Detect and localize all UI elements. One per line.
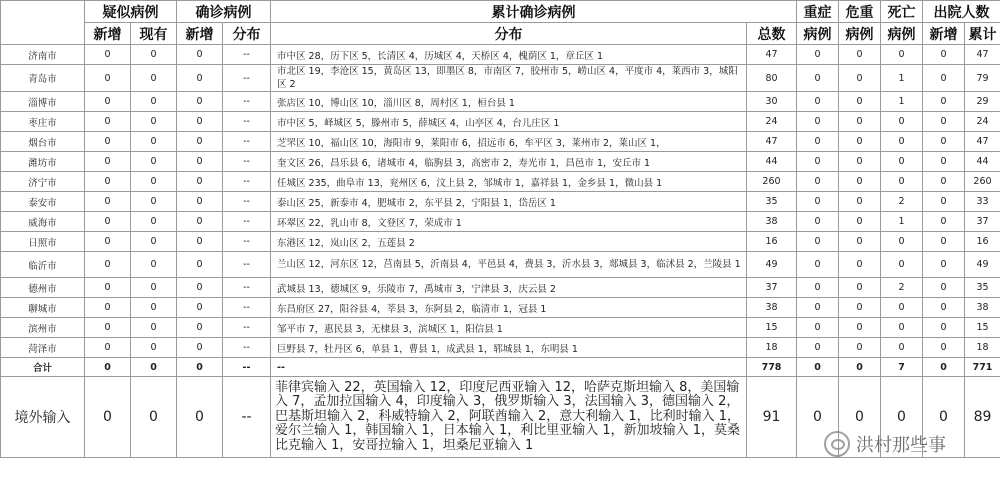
death-cell: 0 [881, 252, 923, 278]
severe-cell: 0 [797, 338, 839, 358]
confirmed-new-cell: 0 [177, 298, 223, 318]
critical-cell: 0 [839, 318, 881, 338]
table-row [1, 152, 1000, 172]
confirmed-new-cell: 0 [177, 112, 223, 132]
discharged-cum-cell: 38 [965, 298, 1000, 318]
distribution-cell: 芝罘区 10，福山区 10，海阳市 9，莱阳市 6，招远市 6，牟平区 3，莱州市 2，莱山区 1， [271, 132, 747, 152]
discharged-cum-cell: 47 [965, 132, 1000, 152]
header-severe-bottom: 病例 [797, 23, 839, 45]
discharged-new-cell: 0 [923, 152, 965, 172]
suspected-existing-cell: 0 [131, 358, 177, 377]
suspected-new-cell: 0 [85, 65, 131, 92]
confirmed-dist-cell: -- [223, 232, 271, 252]
suspected-existing-cell: 0 [131, 232, 177, 252]
total-cell: 24 [747, 112, 797, 132]
confirmed-new-cell: 0 [177, 232, 223, 252]
suspected-new-cell: 0 [85, 318, 131, 338]
city-cell: 淄博市 [1, 92, 85, 112]
table-row [1, 318, 1000, 338]
city-cell: 威海市 [1, 212, 85, 232]
suspected-new-cell: 0 [85, 338, 131, 358]
confirmed-new-cell: 0 [177, 338, 223, 358]
discharged-new-cell: 0 [923, 338, 965, 358]
severe-cell: 0 [797, 112, 839, 132]
discharged-new-cell: 0 [923, 232, 965, 252]
discharged-cum-cell: 15 [965, 318, 1000, 338]
death-cell: 1 [881, 65, 923, 92]
suspected-new-cell: 0 [85, 112, 131, 132]
confirmed-dist-cell: -- [223, 192, 271, 212]
total-cell: 91 [747, 377, 797, 458]
confirmed-dist-cell: -- [223, 45, 271, 65]
discharged-new-cell: 0 [923, 65, 965, 92]
header-sus-existing: 现有 [131, 23, 177, 45]
confirmed-new-cell: 0 [177, 65, 223, 92]
critical-cell: 0 [839, 377, 881, 458]
suspected-new-cell: 0 [85, 358, 131, 377]
severe-cell: 0 [797, 65, 839, 92]
severe-cell: 0 [797, 212, 839, 232]
discharged-cum-cell: 35 [965, 278, 1000, 298]
city-cell: 青岛市 [1, 65, 85, 92]
confirmed-dist-cell: -- [223, 318, 271, 338]
distribution-cell: 市中区 28，历下区 5，长清区 4，历城区 4，天桥区 4，槐荫区 1，章丘区 1 [271, 45, 747, 65]
total-cell: 38 [747, 212, 797, 232]
confirmed-new-cell: 0 [177, 212, 223, 232]
total-cell: 44 [747, 152, 797, 172]
confirmed-dist-cell: -- [223, 377, 271, 458]
suspected-existing-cell: 0 [131, 192, 177, 212]
confirmed-dist-cell: -- [223, 252, 271, 278]
death-cell: 2 [881, 278, 923, 298]
critical-cell: 0 [839, 338, 881, 358]
total-cell: 35 [747, 192, 797, 212]
table-row [1, 212, 1000, 232]
city-cell: 滨州市 [1, 318, 85, 338]
confirmed-new-cell: 0 [177, 377, 223, 458]
imported-row [1, 377, 1000, 458]
discharged-cum-cell: 771 [965, 358, 1000, 377]
discharged-new-cell: 0 [923, 278, 965, 298]
city-cell: 境外输入 [1, 377, 85, 458]
death-cell: 0 [881, 232, 923, 252]
suspected-existing-cell: 0 [131, 132, 177, 152]
header-confirmed: 确诊病例 [177, 1, 271, 23]
distribution-cell: 奎文区 26，昌乐县 6，诸城市 4，临朐县 3，高密市 2，寿光市 1，昌邑市 1，安丘市 1 [271, 152, 747, 172]
severe-cell: 0 [797, 132, 839, 152]
critical-cell: 0 [839, 212, 881, 232]
total-cell: 47 [747, 132, 797, 152]
table-row [1, 192, 1000, 212]
discharged-new-cell: 0 [923, 45, 965, 65]
suspected-new-cell: 0 [85, 232, 131, 252]
death-cell: 0 [881, 298, 923, 318]
total-cell: 15 [747, 318, 797, 338]
header-cumulative: 累计确诊病例 [271, 1, 797, 23]
suspected-existing-cell: 0 [131, 65, 177, 92]
city-cell: 济宁市 [1, 172, 85, 192]
critical-cell: 0 [839, 252, 881, 278]
distribution-cell: 邹平市 7，惠民县 3，无棣县 3，滨城区 1，阳信县 1 [271, 318, 747, 338]
city-cell: 临沂市 [1, 252, 85, 278]
discharged-new-cell: 0 [923, 318, 965, 338]
discharged-cum-cell: 79 [965, 65, 1000, 92]
critical-cell: 0 [839, 112, 881, 132]
discharged-new-cell: 0 [923, 92, 965, 112]
severe-cell: 0 [797, 358, 839, 377]
discharged-new-cell: 0 [923, 358, 965, 377]
confirmed-dist-cell: -- [223, 358, 271, 377]
death-cell: 1 [881, 92, 923, 112]
severe-cell: 0 [797, 232, 839, 252]
table-row [1, 232, 1000, 252]
death-cell: 0 [881, 318, 923, 338]
discharged-cum-cell: 29 [965, 92, 1000, 112]
suspected-new-cell: 0 [85, 45, 131, 65]
confirmed-new-cell: 0 [177, 252, 223, 278]
death-cell: 0 [881, 338, 923, 358]
suspected-new-cell: 0 [85, 92, 131, 112]
suspected-existing-cell: 0 [131, 172, 177, 192]
severe-cell: 0 [797, 152, 839, 172]
death-cell: 0 [881, 377, 923, 458]
header-row-top [1, 1, 1000, 23]
confirmed-new-cell: 0 [177, 172, 223, 192]
distribution-cell: 武城县 13，德城区 9，乐陵市 7，禹城市 3，宁津县 3，庆云县 2 [271, 278, 747, 298]
distribution-cell: 张店区 10，博山区 10，淄川区 8，周村区 1，桓台县 1 [271, 92, 747, 112]
severe-cell: 0 [797, 92, 839, 112]
header-death-top: 死亡 [881, 1, 923, 23]
death-cell: 7 [881, 358, 923, 377]
suspected-existing-cell: 0 [131, 318, 177, 338]
confirmed-new-cell: 0 [177, 132, 223, 152]
suspected-new-cell: 0 [85, 298, 131, 318]
critical-cell: 0 [839, 65, 881, 92]
distribution-cell: 泰山区 25，新泰市 4，肥城市 2，东平县 2，宁阳县 1，岱岳区 1 [271, 192, 747, 212]
city-cell: 枣庄市 [1, 112, 85, 132]
confirmed-dist-cell: -- [223, 338, 271, 358]
discharged-new-cell: 0 [923, 172, 965, 192]
severe-cell: 0 [797, 45, 839, 65]
distribution-cell: -- [271, 358, 747, 377]
distribution-cell: 东港区 12，岚山区 2，五莲县 2 [271, 232, 747, 252]
discharged-cum-cell: 47 [965, 45, 1000, 65]
discharged-new-cell: 0 [923, 192, 965, 212]
severe-cell: 0 [797, 377, 839, 458]
distribution-cell: 兰山区 12，河东区 12，莒南县 5，沂南县 4，平邑县 4，费县 3，沂水县 3，郯城县 3，临沭县 2，兰陵县 1 [271, 252, 747, 278]
confirmed-new-cell: 0 [177, 152, 223, 172]
critical-cell: 0 [839, 92, 881, 112]
discharged-new-cell: 0 [923, 212, 965, 232]
table-row [1, 132, 1000, 152]
distribution-cell: 市中区 5，峄城区 5，滕州市 5，薛城区 4，山亭区 4，台儿庄区 1 [271, 112, 747, 132]
header-severe-top: 重症 [797, 1, 839, 23]
suspected-existing-cell: 0 [131, 298, 177, 318]
death-cell: 0 [881, 45, 923, 65]
severe-cell: 0 [797, 318, 839, 338]
city-cell: 合计 [1, 358, 85, 377]
table-row [1, 45, 1000, 65]
confirmed-dist-cell: -- [223, 298, 271, 318]
confirmed-dist-cell: -- [223, 112, 271, 132]
total-cell: 778 [747, 358, 797, 377]
confirmed-dist-cell: -- [223, 92, 271, 112]
death-cell: 0 [881, 112, 923, 132]
suspected-new-cell: 0 [85, 278, 131, 298]
header-discharged: 出院人数 [923, 1, 1000, 23]
city-cell: 潍坊市 [1, 152, 85, 172]
suspected-existing-cell: 0 [131, 152, 177, 172]
discharged-cum-cell: 24 [965, 112, 1000, 132]
severe-cell: 0 [797, 252, 839, 278]
confirmed-new-cell: 0 [177, 45, 223, 65]
severe-cell: 0 [797, 298, 839, 318]
confirmed-dist-cell: -- [223, 65, 271, 92]
header-cum-total: 总数 [747, 23, 797, 45]
city-cell: 日照市 [1, 232, 85, 252]
suspected-existing-cell: 0 [131, 45, 177, 65]
death-cell: 1 [881, 212, 923, 232]
distribution-cell: 东昌府区 27，阳谷县 4，莘县 3，东阿县 2，临清市 1，冠县 1 [271, 298, 747, 318]
discharged-new-cell: 0 [923, 377, 965, 458]
suspected-existing-cell: 0 [131, 278, 177, 298]
confirmed-new-cell: 0 [177, 192, 223, 212]
header-disch-cum: 累计 [965, 23, 1000, 45]
confirmed-dist-cell: -- [223, 172, 271, 192]
discharged-cum-cell: 18 [965, 338, 1000, 358]
distribution-cell: 环翠区 22，乳山市 8，文登区 7，荣成市 1 [271, 212, 747, 232]
header-conf-new: 新增 [177, 23, 223, 45]
table-row [1, 338, 1000, 358]
suspected-existing-cell: 0 [131, 377, 177, 458]
suspected-existing-cell: 0 [131, 252, 177, 278]
header-suspected: 疑似病例 [85, 1, 177, 23]
discharged-new-cell: 0 [923, 112, 965, 132]
severe-cell: 0 [797, 172, 839, 192]
suspected-new-cell: 0 [85, 252, 131, 278]
confirmed-dist-cell: -- [223, 152, 271, 172]
header-disch-new: 新增 [923, 23, 965, 45]
total-row [1, 358, 1000, 377]
total-cell: 16 [747, 232, 797, 252]
table-row [1, 65, 1000, 92]
discharged-new-cell: 0 [923, 252, 965, 278]
discharged-cum-cell: 260 [965, 172, 1000, 192]
table-row [1, 92, 1000, 112]
suspected-existing-cell: 0 [131, 338, 177, 358]
distribution-cell: 市北区 19，李沧区 15，黄岛区 13，即墨区 8，市南区 7，胶州市 5，崂山区 4，平度市 4，莱西市 3，城阳区 2 [271, 65, 747, 92]
confirmed-dist-cell: -- [223, 132, 271, 152]
death-cell: 2 [881, 192, 923, 212]
confirmed-dist-cell: -- [223, 212, 271, 232]
critical-cell: 0 [839, 232, 881, 252]
suspected-new-cell: 0 [85, 192, 131, 212]
total-cell: 30 [747, 92, 797, 112]
total-cell: 260 [747, 172, 797, 192]
critical-cell: 0 [839, 278, 881, 298]
suspected-new-cell: 0 [85, 132, 131, 152]
death-cell: 0 [881, 132, 923, 152]
discharged-cum-cell: 33 [965, 192, 1000, 212]
total-cell: 18 [747, 338, 797, 358]
city-cell: 菏泽市 [1, 338, 85, 358]
confirmed-new-cell: 0 [177, 358, 223, 377]
suspected-new-cell: 0 [85, 212, 131, 232]
total-cell: 80 [747, 65, 797, 92]
suspected-new-cell: 0 [85, 152, 131, 172]
distribution-cell: 巨野县 7，牡丹区 6，单县 1，曹县 1，成武县 1，郓城县 1，东明县 1 [271, 338, 747, 358]
critical-cell: 0 [839, 152, 881, 172]
critical-cell: 0 [839, 45, 881, 65]
city-cell: 济南市 [1, 45, 85, 65]
confirmed-new-cell: 0 [177, 318, 223, 338]
watermark-text: 洪村那些事 [856, 435, 946, 456]
city-cell: 烟台市 [1, 132, 85, 152]
suspected-existing-cell: 0 [131, 112, 177, 132]
confirmed-new-cell: 0 [177, 278, 223, 298]
total-cell: 47 [747, 45, 797, 65]
critical-cell: 0 [839, 298, 881, 318]
total-cell: 37 [747, 278, 797, 298]
distribution-cell: 菲律宾输入 22，英国输入 12，印度尼西亚输入 12，哈萨克斯坦输入 8，美国输入 7，孟加拉国输入 4，印度输入 3，俄罗斯输入 3，法国输入 3，德国输入 2，巴基斯坦输入 2，科威特输入 2，阿联酋输入 2，意大利输入 1，比利时输入 1，爱尔兰输入 1，韩国输入 1，日本输入 1，利比里亚输入 1，新加坡输入 1，莫桑比克输入 1，安哥拉输入 1，坦桑尼亚输入 1 [271, 377, 747, 458]
critical-cell: 0 [839, 192, 881, 212]
death-cell: 0 [881, 152, 923, 172]
death-cell: 0 [881, 172, 923, 192]
table-row [1, 172, 1000, 192]
header-conf-dist: 分布 [223, 23, 271, 45]
suspected-existing-cell: 0 [131, 212, 177, 232]
suspected-new-cell: 0 [85, 172, 131, 192]
total-cell: 49 [747, 252, 797, 278]
critical-cell: 0 [839, 172, 881, 192]
severe-cell: 0 [797, 278, 839, 298]
discharged-new-cell: 0 [923, 298, 965, 318]
table-row [1, 278, 1000, 298]
distribution-cell: 任城区 235，曲阜市 13，兖州区 6，汶上县 2，邹城市 1，嘉祥县 1，金乡县 1，微山县 1 [271, 172, 747, 192]
table-row [1, 112, 1000, 132]
header-critical-top: 危重 [839, 1, 881, 23]
discharged-cum-cell: 89 [965, 377, 1000, 458]
header-cum-dist: 分布 [271, 23, 747, 45]
discharged-cum-cell: 44 [965, 152, 1000, 172]
header-critical-bottom: 病例 [839, 23, 881, 45]
confirmed-new-cell: 0 [177, 92, 223, 112]
total-cell: 38 [747, 298, 797, 318]
critical-cell: 0 [839, 132, 881, 152]
confirmed-dist-cell: -- [223, 278, 271, 298]
header-sus-new: 新增 [85, 23, 131, 45]
table-body [1, 45, 1000, 458]
discharged-cum-cell: 37 [965, 212, 1000, 232]
discharged-new-cell: 0 [923, 132, 965, 152]
severe-cell: 0 [797, 192, 839, 212]
suspected-existing-cell: 0 [131, 92, 177, 112]
header-city-blank [1, 1, 85, 45]
discharged-cum-cell: 49 [965, 252, 1000, 278]
suspected-new-cell: 0 [85, 377, 131, 458]
table-row [1, 298, 1000, 318]
city-cell: 德州市 [1, 278, 85, 298]
table-row [1, 252, 1000, 278]
city-cell: 泰安市 [1, 192, 85, 212]
header-death-bottom: 病例 [881, 23, 923, 45]
critical-cell: 0 [839, 358, 881, 377]
discharged-cum-cell: 16 [965, 232, 1000, 252]
city-cell: 聊城市 [1, 298, 85, 318]
header-row-sub [1, 23, 1000, 45]
